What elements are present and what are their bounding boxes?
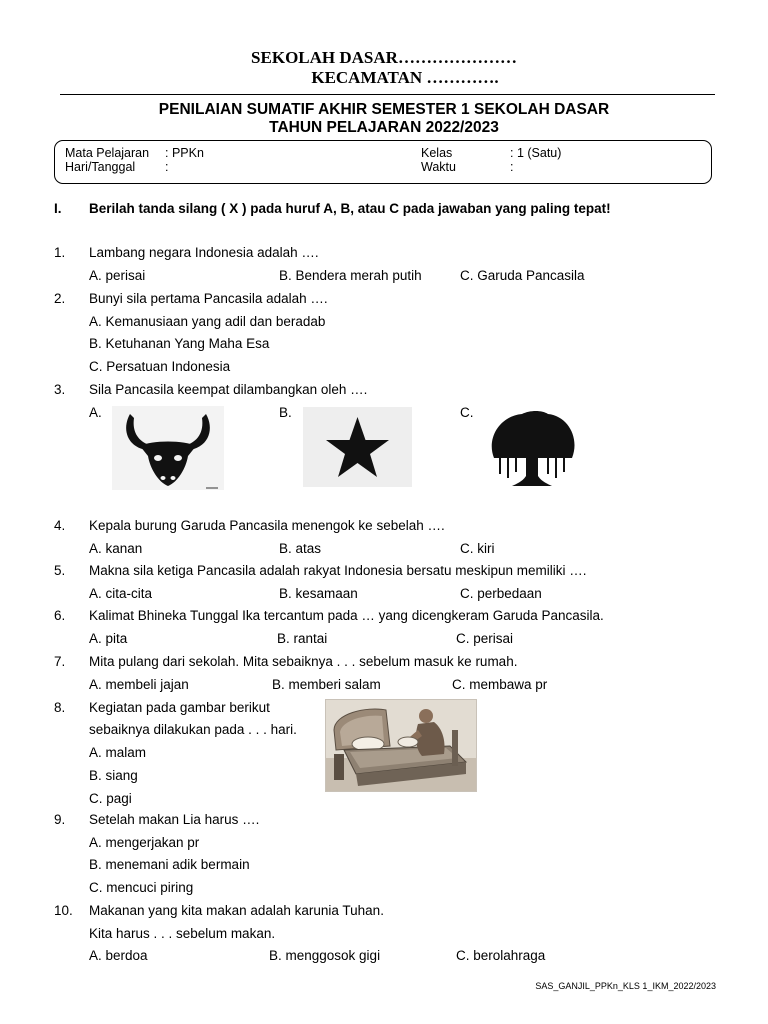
option-b: B. memberi salam (272, 677, 381, 692)
question-number: 10. (54, 903, 73, 918)
day-label: Hari/Tanggal (65, 160, 136, 174)
time-value: : (510, 160, 514, 174)
question-text: Makanan yang kita makan adalah karunia Tuhan. (89, 903, 384, 918)
question-number: 5. (54, 563, 66, 578)
section-instruction: Berilah tanda silang ( X ) pada huruf A, B, atau C pada jawaban yang paling tepat! (89, 201, 611, 216)
option-a: A. mengerjakan pr (89, 835, 200, 850)
question-number: 3. (54, 382, 66, 397)
question-number: 7. (54, 654, 66, 669)
option-c: C. berolahraga (456, 948, 546, 963)
school-name: SEKOLAH DASAR………………… (251, 48, 517, 67)
bull-head-icon (112, 406, 224, 490)
exam-info-box (54, 140, 712, 184)
option-b: B. menggosok gigi (269, 948, 381, 963)
question-number: 1. (54, 245, 66, 260)
section-number: I. (54, 201, 62, 216)
option-c: C. Garuda Pancasila (460, 268, 585, 283)
option-c: C. perbedaan (460, 586, 542, 601)
header-divider (60, 94, 715, 95)
question-text: Kepala burung Garuda Pancasila menengok ke sebelah …. (89, 518, 445, 533)
option-a: A. berdoa (89, 948, 148, 963)
time-label: Waktu (421, 160, 456, 174)
star-icon (303, 407, 412, 487)
question-number: 9. (54, 812, 66, 827)
district-name: KECAMATAN …………. (311, 68, 499, 87)
class-label: Kelas (421, 146, 453, 160)
exam-title: PENILAIAN SUMATIF AKHIR SEMESTER 1 SEKOLAH DASAR (158, 101, 610, 118)
option-b: B. siang (89, 768, 138, 783)
question-text-continued: Kita harus . . . sebelum makan. (89, 926, 276, 941)
question-text-continued: sebaiknya dilakukan pada . . . hari. (89, 722, 297, 737)
question-text: Mita pulang dari sekolah. Mita sebaiknya . . . sebelum masuk ke rumah. (89, 654, 518, 669)
academic-year: TAHUN PELAJARAN 2022/2023 (269, 119, 499, 136)
option-a: A. (89, 405, 102, 420)
option-b: B. rantai (277, 631, 328, 646)
subject-value: : PPKn (165, 146, 204, 160)
option-a: A. Kemanusiaan yang adil dan beradab (89, 314, 326, 329)
question-number: 2. (54, 291, 66, 306)
option-b: B. menemani adik bermain (89, 857, 250, 872)
option-c: C. pagi (89, 791, 132, 806)
question-number: 4. (54, 518, 66, 533)
option-a: A. membeli jajan (89, 677, 189, 692)
making-bed-photo (325, 699, 477, 792)
option-b: B. (279, 405, 292, 420)
option-a: A. pita (89, 631, 128, 646)
class-value: : 1 (Satu) (510, 146, 562, 160)
question-text: Setelah makan Lia harus …. (89, 812, 260, 827)
option-c: C. membawa pr (452, 677, 548, 692)
banyan-tree-icon (486, 408, 578, 488)
option-b: B. kesamaan (279, 586, 358, 601)
day-value: : (165, 160, 169, 174)
question-text: Kegiatan pada gambar berikut (89, 700, 270, 715)
question-text: Lambang negara Indonesia adalah …. (89, 245, 319, 260)
option-c: C. Persatuan Indonesia (89, 359, 231, 374)
option-c: C. perisai (456, 631, 514, 646)
option-c: C. mencuci piring (89, 880, 194, 895)
option-a: A. cita-cita (89, 586, 153, 601)
subject-label: Mata Pelajaran (65, 146, 150, 160)
option-c: C. (460, 405, 474, 420)
option-b: B. Bendera merah putih (279, 268, 422, 283)
question-text: Bunyi sila pertama Pancasila adalah …. (89, 291, 328, 306)
question-number: 8. (54, 700, 66, 715)
question-text: Kalimat Bhineka Tunggal Ika tercantum pada … yang dicengkeram Garuda Pancasila. (89, 608, 604, 623)
option-a: A. kanan (89, 541, 143, 556)
option-c: C. kiri (460, 541, 495, 556)
question-number: 6. (54, 608, 66, 623)
document-code: SAS_GANJIL_PPKn_KLS 1_IKM_2022/2023 (535, 981, 716, 991)
question-text: Makna sila ketiga Pancasila adalah rakyat Indonesia bersatu meskipun memiliki …. (89, 563, 587, 578)
question-text: Sila Pancasila keempat dilambangkan oleh …. (89, 382, 368, 397)
option-b: B. Ketuhanan Yang Maha Esa (89, 336, 270, 351)
option-a: A. malam (89, 745, 147, 760)
option-b: B. atas (279, 541, 322, 556)
option-a: A. perisai (89, 268, 146, 283)
